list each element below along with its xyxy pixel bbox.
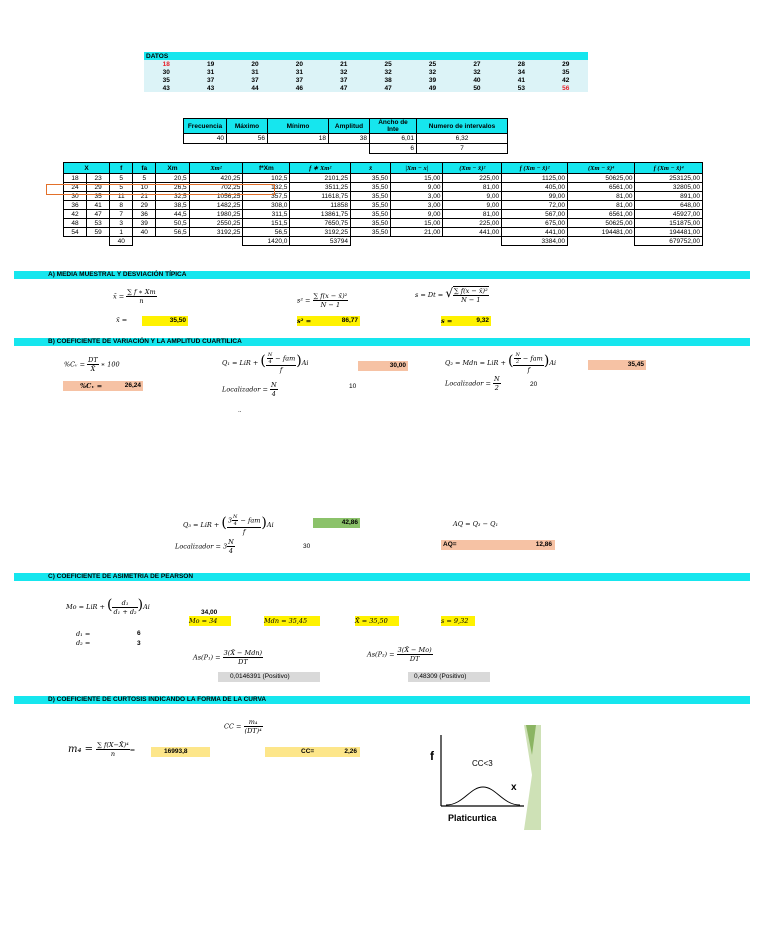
q1-locator: Localizador = $\frac{N}{4}$ [222, 381, 277, 398]
datos-cell: 37 [322, 76, 366, 84]
freq-header: Xm [156, 163, 189, 174]
datos-cell: 47 [322, 84, 366, 92]
freq-cell: 253125,00 [635, 174, 703, 183]
chart-x-label: x [511, 782, 517, 793]
freq-cell: 41 [87, 201, 110, 210]
freq-cell: 441,00 [502, 228, 568, 237]
mode-formula: Mo = LiR + ( $\frac{\text{d₁}}{\text{d₁ + d₂}}$ )Ai [66, 597, 150, 616]
freq-cell: 10 [133, 183, 156, 192]
d2-value: 3 [137, 640, 141, 647]
freq-cell: 8 [110, 201, 133, 210]
freq-cell: 35,50 [351, 219, 391, 228]
summary-cell: 56 [227, 134, 268, 144]
datos-cell: 32 [322, 68, 366, 76]
chart-cc-label: CC<3 [472, 759, 493, 768]
freq-cell: 44,5 [156, 210, 189, 219]
freq-header: fa [133, 163, 156, 174]
freq-cell: 32805,00 [635, 183, 703, 192]
aq-label: AQ= [443, 541, 457, 548]
datos-cell: 31 [277, 68, 321, 76]
freq-cell: 311,5 [243, 210, 290, 219]
section-a-bar: A) MEDIA MUESTRAL Y DESVIACIÓN TÍPICA [14, 271, 750, 279]
freq-cell: 35,50 [351, 192, 391, 201]
cv-formula: %Cᵥ = $\frac{DT}{X̄}$ ∗ 100 [64, 356, 120, 373]
freq-cell: 18 [64, 174, 87, 183]
freq-cell: 3192,25 [189, 228, 243, 237]
freq-cell: 102,5 [243, 174, 290, 183]
freq-cell: 9,00 [443, 201, 502, 210]
freq-cell: 32,5 [156, 192, 189, 201]
summary-table [183, 118, 508, 154]
freq-cell: 151875,00 [635, 219, 703, 228]
datos-cell: 20 [277, 60, 321, 68]
freq-cell: 132,5 [243, 183, 290, 192]
freq-cell: 3511,25 [290, 183, 351, 192]
summary-cell: 40 [184, 134, 227, 144]
freq-cell: 35 [87, 192, 110, 201]
total-fdev2: 3384,00 [502, 237, 568, 246]
summary-header: Numero de intervalos [417, 119, 508, 134]
q3-value: 42,86 [313, 518, 360, 528]
summary-cell: 18 [268, 134, 329, 144]
freq-header: x̄ [351, 163, 391, 174]
freq-cell: 9,00 [391, 183, 443, 192]
datos-cell: 31 [233, 68, 277, 76]
datos-cell: 35 [544, 68, 588, 76]
datos-cell: 30 [144, 68, 188, 76]
freq-cell: 72,00 [502, 201, 568, 210]
datos-cell: 43 [188, 84, 232, 92]
as2-formula: As(P₂) = $\frac{3(X̄ - Mo)}{DT}$ [367, 646, 432, 663]
aq-formula: AQ = Q₃ − Q₁ [453, 520, 499, 528]
summary-cell: 6,32 [417, 134, 508, 144]
freq-cell: 47 [87, 210, 110, 219]
freq-cell: 15,00 [391, 219, 443, 228]
freq-cell: 53 [87, 219, 110, 228]
freq-cell: 40 [133, 228, 156, 237]
summary-cell: 7 [417, 144, 508, 154]
freq-cell: 2101,25 [290, 174, 351, 183]
selection-box[interactable] [46, 184, 275, 195]
section-d-bar: D) COEFICIENTE DE CURTOSIS INDICANDO LA FORMA DE LA CURVA [14, 696, 750, 704]
mo-badge: Mo = 34 [189, 616, 231, 626]
kurtosis-illustration [428, 725, 541, 830]
datos-cell: 39 [410, 76, 454, 84]
datos-row [144, 84, 588, 92]
freq-cell: 308,0 [243, 201, 290, 210]
freq-cell: 35,50 [351, 174, 391, 183]
freq-cell: 56,5 [156, 228, 189, 237]
freq-cell: 26,5 [156, 183, 189, 192]
datos-cell: 47 [366, 84, 410, 92]
freq-cell: 225,00 [443, 219, 502, 228]
mdn-badge: Mdn = 35,45 [264, 616, 320, 626]
table-row [64, 201, 703, 210]
total-f: 40 [110, 237, 133, 246]
summary-header: Frecuencia [184, 119, 227, 134]
d2-label: d₂ = [76, 639, 91, 647]
chart-caption: Platicurtica [448, 813, 497, 823]
curve [446, 787, 520, 805]
freq-cell: 36 [133, 210, 156, 219]
freq-cell: 151,5 [243, 219, 290, 228]
section-b-bar: B) COEFICIENTE DE VARIACIÓN Y LA AMPLITUD CUARTILICA [14, 338, 750, 346]
freq-header: f (Xm − x̄)⁴ [635, 163, 703, 174]
freq-cell: 59 [87, 228, 110, 237]
q3-locator: Localizador = 3 $\frac{N}{4}$ [175, 538, 234, 555]
variance-label: s² = [297, 317, 312, 325]
sd-box [441, 316, 491, 326]
cv-value: 26,24 [124, 382, 141, 389]
mean-label: x̄ = [116, 316, 128, 324]
freq-header: Xm² [189, 163, 243, 174]
q2-formula: Q₂ = Mdn = LiR + ( $\frac{N}{2}$ − fam f )Ai [445, 352, 557, 374]
freq-cell: 50625,00 [568, 219, 635, 228]
chart-f-label: f [430, 749, 434, 763]
total-fxm2: 53794 [290, 237, 351, 246]
freq-cell: 3192,25 [290, 228, 351, 237]
q2-loc-value: 20 [530, 381, 538, 388]
freq-cell: 9,00 [391, 210, 443, 219]
freq-cell: 1056,25 [189, 192, 243, 201]
freq-cell: 81,00 [568, 201, 635, 210]
freq-cell: 81,00 [443, 210, 502, 219]
freq-cell: 21 [133, 192, 156, 201]
q2-locator: Localizador = $\frac{N}{2}$ [445, 375, 500, 392]
freq-cell: 9,00 [443, 192, 502, 201]
table-row [64, 174, 703, 183]
cc-label: CC= [301, 748, 315, 755]
freq-cell: 225,00 [443, 174, 502, 183]
datos-cell: 34 [499, 68, 543, 76]
datos-cell: 42 [544, 76, 588, 84]
cv-label: %Cᵥ = [80, 382, 103, 390]
cc-formula: CC = $\frac{\text{m₄}}{\text{(DT)⁴}}$ [224, 718, 262, 735]
freq-cell: 1125,00 [502, 174, 568, 183]
freq-cell: 1482,25 [189, 201, 243, 210]
freq-cell: 5 [133, 174, 156, 183]
freq-cell: 2550,25 [189, 219, 243, 228]
variance-value: 86,77 [341, 317, 358, 324]
datos-cell: 40 [455, 76, 499, 84]
datos-cell: 20 [233, 60, 277, 68]
total-fdev4: 679752,00 [635, 237, 703, 246]
frequency-table [63, 162, 703, 246]
summary-cell: 38 [329, 134, 370, 144]
datos-cell: 41 [499, 76, 543, 84]
datos-cell: 25 [366, 60, 410, 68]
datos-cell: 32 [410, 68, 454, 76]
freq-cell: 11618,75 [290, 192, 351, 201]
q3-loc-value: 30 [303, 543, 311, 550]
freq-header: (Xm − x̄)² [443, 163, 502, 174]
datos-cell: 38 [366, 76, 410, 84]
freq-cell: 81,00 [568, 192, 635, 201]
freq-cell: 48 [64, 219, 87, 228]
s-badge: s = 9,32 [441, 616, 475, 626]
cv-box [63, 381, 143, 391]
freq-header: f (Xm − x̄)² [502, 163, 568, 174]
freq-cell: 39 [133, 219, 156, 228]
variance-formula: s² = $\frac{\text{∑ f(x − x̄)²}}{N - 1}$ [297, 292, 348, 309]
freq-cell: 648,00 [635, 201, 703, 210]
datos-row [144, 60, 588, 68]
mode-value: 34,00 [201, 609, 218, 616]
freq-cell: 21,00 [391, 228, 443, 237]
datos-cell: 32 [455, 68, 499, 76]
freq-cell: 35,50 [351, 210, 391, 219]
freq-cell: 35,50 [351, 228, 391, 237]
freq-cell: 50,5 [156, 219, 189, 228]
freq-header: f [110, 163, 133, 174]
datos-cell: 21 [322, 60, 366, 68]
freq-cell: 23 [87, 174, 110, 183]
freq-cell: 7 [110, 210, 133, 219]
datos-cell: 18 [144, 60, 188, 68]
freq-cell: 45927,00 [635, 210, 703, 219]
freq-cell: 20,5 [156, 174, 189, 183]
datos-cell: 37 [233, 76, 277, 84]
q1-value: 30,00 [358, 361, 408, 371]
summary-header: Ancho de Inte [370, 119, 417, 134]
cc-value: 2,26 [344, 748, 357, 755]
freq-cell: 3 [110, 219, 133, 228]
table-row [64, 219, 703, 228]
datos-row [144, 76, 588, 84]
summary-header: Amplitud [329, 119, 370, 134]
freq-cell: 29 [133, 201, 156, 210]
as1-formula: As(P₁) = $\frac{\text{3(X̄ − Mdn)}}{DT}$ [193, 649, 263, 666]
datos-cell: 43 [144, 84, 188, 92]
table-row [64, 228, 703, 237]
d1-label: d₁ = [76, 630, 91, 638]
freq-cell: 1 [110, 228, 133, 237]
freq-cell: 891,00 [635, 192, 703, 201]
datos-cell: 28 [499, 60, 543, 68]
freq-cell: 99,00 [502, 192, 568, 201]
freq-cell: 36 [64, 201, 87, 210]
freq-cell: 5 [110, 174, 133, 183]
sd-value: 9,32 [476, 317, 489, 324]
freq-cell: 38,5 [156, 201, 189, 210]
freq-cell: 35,50 [351, 183, 391, 192]
m4-value: 16993,8 [151, 747, 210, 757]
sd-label: s = [441, 317, 453, 325]
freq-cell: 675,00 [502, 219, 568, 228]
as1-value: 0,0146391 (Positivo) [218, 672, 320, 682]
summary-header: Máximo [227, 119, 268, 134]
freq-cell: 405,00 [502, 183, 568, 192]
freq-cell: 194481,00 [568, 228, 635, 237]
freq-cell: 24 [64, 183, 87, 192]
datos-cell: 25 [410, 60, 454, 68]
freq-cell: 567,00 [502, 210, 568, 219]
aq-value: 12,86 [535, 541, 552, 548]
q3-formula: Q₃ = LiR + ( 3 $\frac{N}{4}$ − fam f )Ai [183, 514, 274, 536]
freq-cell: 54 [64, 228, 87, 237]
freq-cell: 702,25 [189, 183, 243, 192]
freq-cell: 11858 [290, 201, 351, 210]
freq-cell: 1980,25 [189, 210, 243, 219]
datos-cell: 31 [188, 68, 232, 76]
datos-cell: 50 [455, 84, 499, 92]
mean-formula: x̄ = $\frac{\sum f ∗ Xm}{n}$ [113, 288, 156, 305]
freq-header: (Xm − x̄)⁴ [568, 163, 635, 174]
freq-cell: 50625,00 [568, 174, 635, 183]
freq-cell: 357,5 [243, 192, 290, 201]
freq-cell: 29 [87, 183, 110, 192]
freq-cell: 81,00 [443, 183, 502, 192]
aq-box [441, 540, 555, 550]
datos-title: DATOS [144, 52, 588, 60]
freq-cell: 441,00 [443, 228, 502, 237]
freq-cell: 7650,75 [290, 219, 351, 228]
summary-header: Mínimo [268, 119, 329, 134]
mean-value: 35,50 [142, 316, 188, 326]
freq-header: f*Xm [243, 163, 290, 174]
freq-header: f ∗ Xm² [290, 163, 351, 174]
freq-cell: 194481,00 [635, 228, 703, 237]
freq-cell: 11 [110, 192, 133, 201]
q2-value: 35,45 [588, 360, 646, 370]
datos-cell: 19 [188, 60, 232, 68]
freq-cell: 56,5 [243, 228, 290, 237]
d1-value: 6 [137, 630, 141, 637]
datos-cell: 32 [366, 68, 410, 76]
freq-cell: 42 [64, 210, 87, 219]
datos-cell: 53 [499, 84, 543, 92]
datos-cell: 27 [455, 60, 499, 68]
q1-loc-value: 10 [349, 383, 357, 390]
total-fxm: 1420,0 [243, 237, 290, 246]
m4-formula: m₄ = $\frac{\text{∑ f(X−X̄)⁴}}{n}$ = [68, 741, 136, 758]
datos-row [144, 68, 588, 76]
datos-cell: 37 [277, 76, 321, 84]
freq-cell: 30 [64, 192, 87, 201]
freq-cell: 13861,75 [290, 210, 351, 219]
freq-cell: 6561,00 [568, 183, 635, 192]
section-c-bar: C) COEFICIENTE DE ASIMETRIA DE PEARSON [14, 573, 750, 581]
datos-cell: 46 [277, 84, 321, 92]
freq-cell: 35,50 [351, 201, 391, 210]
freq-cell: 3,00 [391, 192, 443, 201]
q1-formula: Q₁ = LiR + ( $\frac{N}{4}$ − fam f )Ai [222, 352, 309, 374]
datos-cell: 44 [233, 84, 277, 92]
datos-cell: 35 [144, 76, 188, 84]
variance-box [297, 316, 360, 326]
mean-badge: X̄ = 35,50 [355, 616, 399, 626]
table-row [64, 210, 703, 219]
freq-header: |Xm − x| [391, 163, 443, 174]
freq-cell: 6561,00 [568, 210, 635, 219]
summary-cell: 6,01 [370, 134, 417, 144]
cc-box [265, 747, 360, 757]
sd-formula: s = Dt = √ $\frac{\text{∑ f(x − x̄)²}}{N - 1}$ [415, 286, 488, 304]
datos-cell: 49 [410, 84, 454, 92]
freq-cell: 5 [110, 183, 133, 192]
datos-cell: 56 [544, 84, 588, 92]
dots: .. [238, 407, 242, 414]
datos-table [144, 52, 588, 92]
summary-cell: 6 [370, 144, 417, 154]
freq-cell: 3,00 [391, 201, 443, 210]
freq-cell: 420,25 [189, 174, 243, 183]
freq-cell: 15,00 [391, 174, 443, 183]
datos-cell: 37 [188, 76, 232, 84]
as2-value: 0,48309 (Positivo) [408, 672, 490, 682]
datos-cell: 29 [544, 60, 588, 68]
freq-header: X [64, 163, 110, 174]
